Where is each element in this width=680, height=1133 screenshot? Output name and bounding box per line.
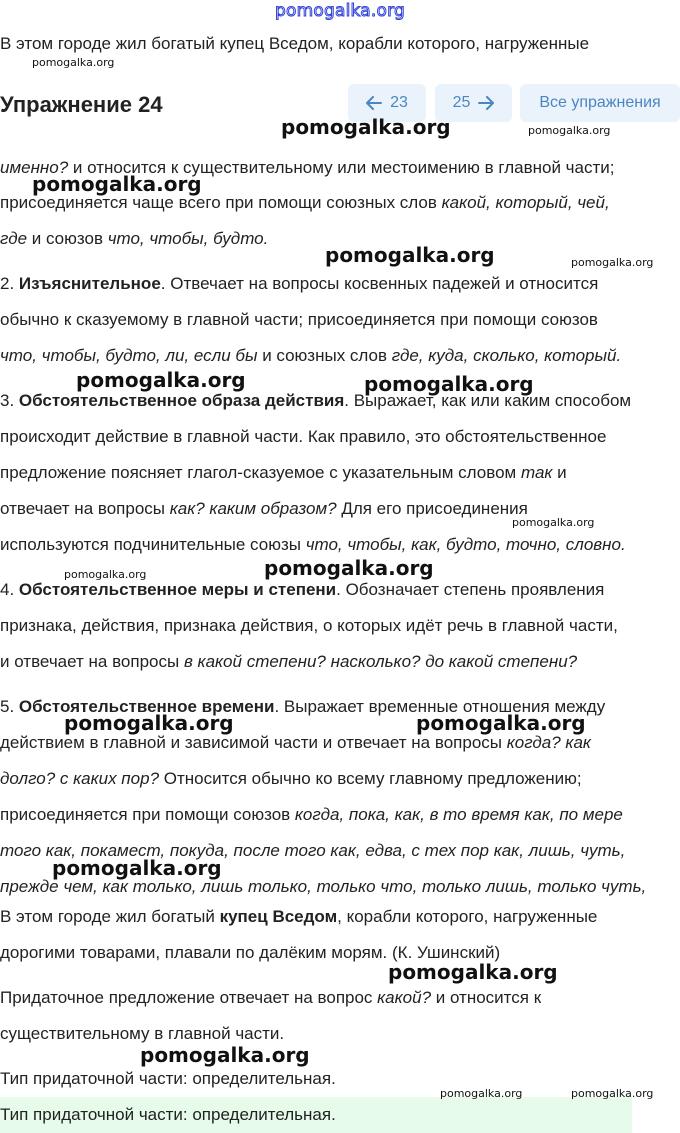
text-line: где и союзов что, чтобы, будто. — [0, 229, 269, 248]
text-line: 4. Обстоятельственное меры и степени. Обозначает степень проявления — [0, 580, 605, 599]
text-line: признака, действия, признака действия, о которых идёт речь в главной части, — [0, 616, 618, 635]
watermark: pomogalka.org — [32, 172, 202, 196]
text-line: присоединяется при помощи союзов когда, пока, как, в то время как, по мере — [0, 805, 623, 824]
text-line: используются подчинительные союзы что, чтобы, как, будто, точно, словно. — [0, 535, 626, 554]
text-line: Придаточное предложение отвечает на вопрос какой? и относится к — [0, 988, 542, 1007]
watermark: pomogalka.org — [32, 56, 115, 69]
watermark: pomogalka.org — [528, 124, 611, 137]
text-line: долго? с каких пор? Относится обычно ко всему главному предложению; — [0, 769, 582, 788]
text-line: существительному в главной части. — [0, 1024, 285, 1043]
intro-line: В этом городе жил богатый купец Вседом, корабли которого, нагруженные — [0, 34, 590, 53]
watermark: pomogalka.org — [571, 256, 654, 269]
watermark: pomogalka.org — [76, 368, 246, 392]
watermark: pomogalka.org — [364, 372, 534, 396]
page-title: Упражнение 24 — [0, 92, 163, 117]
text-line: действием в главной и зависимой части и отвечает на вопросы когда? как — [0, 733, 591, 752]
next-exercise-label: 25 — [452, 94, 471, 111]
watermark: pomogalka.org — [388, 960, 558, 984]
watermark: pomogalka.org — [52, 856, 222, 880]
watermark: pomogalka.org — [64, 568, 147, 581]
text-line: именно? и относится к существительному или местоимению в главной части; — [0, 158, 615, 177]
all-exercises-label: Все упражнения — [539, 94, 661, 111]
text-line: происходит действие в главной части. Как правило, это обстоятельственное — [0, 427, 607, 446]
text-line: отвечает на вопросы как? каким образом? Для его присоединения — [0, 499, 528, 518]
text-line: Тип придаточной части: определительная. — [0, 1069, 336, 1088]
text-line: что, чтобы, будто, ли, если бы и союзных слов где, куда, сколько, который. — [0, 346, 622, 365]
watermark: pomogalka.org — [264, 556, 434, 580]
text-line: предложение поясняет глагол-сказуемое с указательным словом так и — [0, 463, 567, 482]
prev-exercise-label: 23 — [390, 94, 408, 111]
arrow-left-icon — [366, 96, 382, 110]
text-line: 3. Обстоятельственное образа действия. Выражает, как или каким способом — [0, 391, 632, 410]
text-line: В этом городе жил богатый купец Вседом, корабли которого, нагруженные — [0, 907, 598, 926]
watermark: pomogalka.org — [325, 243, 495, 267]
watermark: pomogalka.org — [140, 1043, 310, 1067]
text-line: присоединяется чаще всего при помощи союзных слов какой, который, чей, — [0, 193, 610, 212]
text-line: и отвечает на вопросы в какой степени? насколько? до какой степени? — [0, 652, 578, 671]
answer-line: Тип придаточной части: определительная. — [0, 1105, 336, 1124]
text-line: 2. Изъяснительное. Отвечает на вопросы косвенных падежей и относится — [0, 274, 599, 293]
watermark: pomogalka.org — [571, 1087, 654, 1100]
all-exercises-button[interactable] — [520, 84, 680, 122]
watermark: pomogalka.org — [440, 1087, 523, 1100]
arrow-right-icon — [478, 96, 494, 110]
text-line: 5. Обстоятельственное времени. Выражает временные отношения между — [0, 697, 606, 716]
watermark: pomogalka.org — [64, 711, 234, 735]
text-line: дорогими товарами, плавали по далёким морям. (К. Ушинский) — [0, 943, 501, 962]
watermark: pomogalka.org — [512, 516, 595, 529]
text-line: того как, покамест, покуда, после того как, едва, с тех пор как, лишь, чуть, — [0, 841, 626, 860]
text-line: прежде чем, как только, лишь только, только что, только лишь, только чуть, — [0, 877, 647, 896]
watermark: pomogalka.org — [281, 115, 451, 139]
watermark-top: pomogalka.org — [275, 1, 405, 21]
text-line: обычно к сказуемому в главной части; присоединяется при помощи союзов — [0, 310, 598, 329]
watermark: pomogalka.org — [416, 711, 586, 735]
